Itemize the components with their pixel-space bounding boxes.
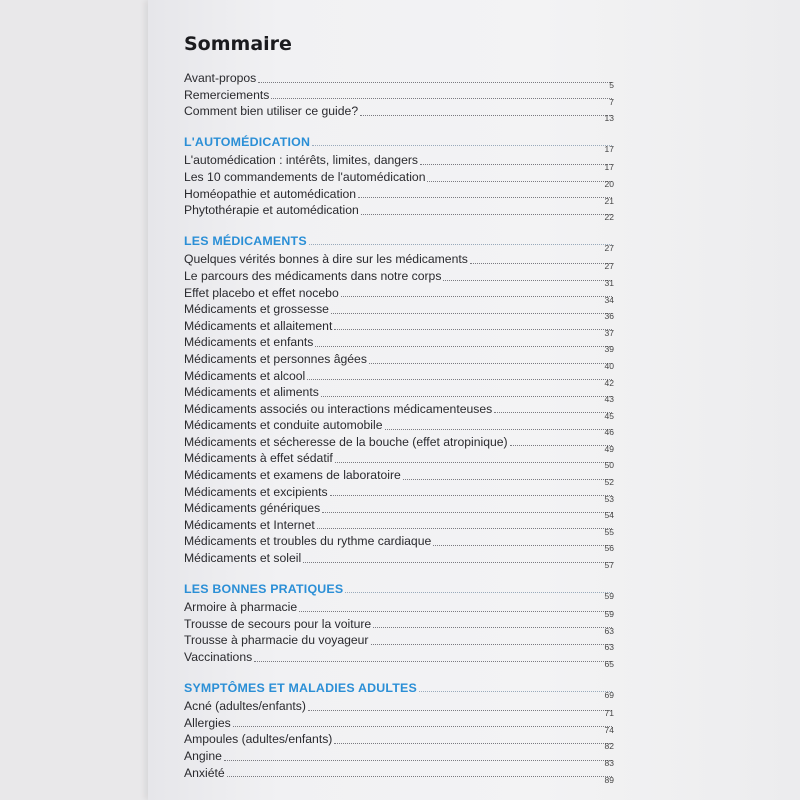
sections-list [184, 134, 614, 785]
toc-entry-label: Homéopathie et automédication [184, 186, 357, 201]
dot-leader [403, 479, 612, 480]
dot-leader [303, 562, 612, 563]
toc-entry [184, 70, 614, 90]
toc-entry [184, 484, 614, 504]
dot-leader [227, 776, 612, 777]
toc-entry [184, 268, 614, 288]
dot-leader [360, 115, 612, 116]
page-title: Sommaire [184, 33, 292, 55]
toc-entry [184, 450, 614, 471]
page-number: 21 [604, 195, 614, 206]
page-number: 22 [604, 212, 614, 223]
toc-entry-label: Médicaments associés ou interactions médicamenteuses [184, 401, 493, 416]
section-heading [184, 134, 614, 154]
page-number: 49 [604, 443, 614, 454]
section-heading [184, 680, 614, 700]
toc-entry-label: Médicaments et sécheresse de la bouche (effet atropinique) [184, 434, 508, 449]
dot-leader [369, 363, 612, 364]
toc-entry-label: Médicaments et soleil [184, 551, 302, 566]
toc-entry-label: L'automédication : intérêts, limites, dangers [184, 153, 419, 168]
page-number: 54 [604, 510, 614, 521]
dot-leader [510, 445, 612, 446]
toc-entry-label: Anxiété [184, 765, 225, 780]
toc-entry [184, 765, 614, 785]
dot-leader [420, 164, 612, 165]
page-number: 71 [604, 708, 614, 719]
page-number: 59 [604, 609, 614, 620]
dot-leader [345, 592, 612, 593]
toc-entry [184, 500, 614, 521]
toc-entry-label: Remerciements [184, 87, 270, 102]
dot-leader [254, 661, 612, 662]
toc-entry-label: Le parcours des médicaments dans notre corps [184, 268, 442, 283]
page-number: 20 [604, 178, 614, 189]
dot-leader [330, 495, 612, 496]
dot-leader [341, 296, 612, 297]
page-number: 39 [604, 344, 614, 355]
toc-entry-label: Médicaments à effet sédatif [184, 451, 333, 466]
page-number: 59 [604, 590, 614, 601]
dot-leader [299, 611, 612, 612]
dot-leader [371, 644, 613, 645]
page-number: 82 [604, 741, 614, 752]
dot-leader [427, 181, 612, 182]
section-heading [184, 581, 614, 601]
toc-entry [184, 152, 614, 173]
toc-entry [184, 616, 614, 636]
toc-entry-label: Médicaments et conduite automobile [184, 418, 383, 433]
toc-entry [184, 550, 614, 571]
page-number: 36 [604, 311, 614, 322]
toc-entry-label: Armoire à pharmacie [184, 600, 298, 615]
section-heading [184, 233, 614, 253]
toc-section [184, 680, 614, 785]
toc-section [184, 134, 614, 223]
toc-entry-label: Trousse à pharmacie du voyageur [184, 633, 369, 648]
toc-entry [184, 401, 614, 421]
toc-entry [184, 186, 614, 206]
toc-entry [184, 731, 614, 752]
toc-entry [184, 87, 614, 107]
dot-leader [385, 429, 613, 430]
dot-leader [335, 462, 612, 463]
toc-entry-label: Médicaments et alcool [184, 368, 306, 383]
section-heading-label: SYMPTÔMES ET MALADIES ADULTES [184, 680, 417, 695]
toc-entry-label: Vaccinations [184, 650, 253, 664]
page-number: 63 [604, 642, 614, 653]
page-number: 56 [604, 543, 614, 554]
dot-leader [419, 691, 612, 692]
page-number: 7 [609, 96, 614, 107]
toc-section [184, 233, 614, 571]
dot-leader [309, 244, 612, 245]
page-number: 63 [604, 625, 614, 636]
page-number: 53 [604, 493, 614, 504]
page-number: 27 [604, 261, 614, 272]
toc-entry-label: Phytothérapie et automédication [184, 203, 359, 218]
toc-entry [184, 748, 614, 768]
dot-leader [315, 346, 612, 347]
toc-entry-label: Médicaments et allaitement [184, 318, 333, 333]
page-number: 89 [604, 774, 614, 785]
dot-leader [322, 512, 612, 513]
toc-entry [184, 434, 614, 454]
page-number: 57 [604, 560, 614, 571]
page-number: 34 [604, 294, 614, 305]
toc-entry [184, 351, 614, 371]
section-heading-label: L'AUTOMÉDICATION [184, 134, 311, 149]
toc-entry-label: Allergies [184, 715, 231, 730]
toc-entry-label: Médicaments et examens de laboratoire [184, 468, 401, 483]
toc-entry [184, 301, 614, 322]
section-heading-label: LES BONNES PRATIQUES [184, 581, 344, 596]
dot-leader [233, 726, 612, 727]
page-number: 17 [604, 162, 614, 173]
dot-leader [317, 528, 612, 529]
toc-entry [184, 318, 614, 338]
table-of-contents [184, 32, 614, 785]
page-number: 69 [604, 689, 614, 700]
page-number: 65 [604, 659, 614, 669]
dot-leader [358, 197, 612, 198]
page-number: 55 [604, 526, 614, 537]
page-number: 40 [604, 360, 614, 371]
toc-entry [184, 715, 614, 735]
toc-entry-label: Médicaments et excipients [184, 484, 328, 499]
page-number: 27 [604, 242, 614, 253]
toc-entry-label: Acné (adultes/enfants) [184, 699, 306, 714]
dot-leader [443, 280, 612, 281]
dot-leader [334, 329, 612, 330]
page-number: 13 [604, 113, 614, 124]
page-number: 37 [604, 327, 614, 338]
toc-section [184, 581, 614, 669]
dot-leader [258, 82, 612, 83]
toc-entry [184, 169, 614, 189]
page-number: 17 [604, 143, 614, 154]
toc-entry [184, 698, 614, 719]
toc-entry [184, 285, 614, 305]
page-number: 31 [604, 277, 614, 288]
toc-entry [184, 533, 614, 554]
toc-entry [184, 251, 614, 272]
dot-leader [271, 98, 612, 99]
page-number: 45 [604, 410, 614, 421]
toc-entry [184, 517, 614, 537]
toc-entry-label: Médicaments génériques [184, 501, 321, 516]
toc-entry [184, 384, 614, 405]
toc-entry [184, 599, 614, 620]
toc-entry [184, 649, 614, 669]
dot-leader [331, 313, 612, 314]
intro-list [184, 70, 614, 124]
toc-entry [184, 103, 614, 124]
toc-entry [184, 632, 614, 653]
dot-leader [373, 627, 612, 628]
page-number: 5 [609, 80, 614, 90]
toc-entry-label: Les 10 commandements de l'automédication [184, 169, 426, 184]
page-number: 46 [604, 427, 614, 438]
page-number: 50 [604, 460, 614, 471]
toc-entry-label: Avant-propos [184, 71, 257, 85]
dot-leader [307, 379, 612, 380]
toc-entry-label: Effet placebo et effet nocebo [184, 285, 339, 300]
dot-leader [433, 545, 612, 546]
page-number: 43 [604, 394, 614, 405]
toc-entry [184, 368, 614, 388]
toc-entry [184, 334, 614, 355]
dot-leader [470, 263, 612, 264]
dot-leader [224, 760, 612, 761]
toc-entry [184, 202, 614, 223]
toc-entry-label: Médicaments et enfants [184, 335, 314, 350]
toc-entry-label: Médicaments et personnes âgées [184, 351, 367, 366]
toc-entry-label: Médicaments et grossesse [184, 302, 329, 317]
toc-entry-label: Trousse de secours pour la voiture [184, 616, 372, 631]
dot-leader [334, 743, 612, 744]
toc-entry-label: Médicaments et aliments [184, 385, 319, 400]
dot-leader [308, 710, 612, 711]
toc-entry [184, 467, 614, 488]
toc-entry-label: Comment bien utiliser ce guide? [184, 104, 359, 119]
page-number: 52 [604, 477, 614, 488]
page-number: 42 [604, 377, 614, 388]
toc-entry-label: Angine [184, 748, 222, 763]
dot-leader [312, 145, 612, 146]
page-number: 83 [604, 757, 614, 768]
section-heading-label: LES MÉDICAMENTS [184, 233, 307, 248]
toc-entry-label: Médicaments et Internet [184, 517, 315, 532]
dot-leader [494, 412, 612, 413]
dot-leader [361, 214, 612, 215]
page-number: 74 [604, 724, 614, 735]
toc-entry-label: Quelques vérités bonnes à dire sur les médicaments [184, 252, 468, 267]
toc-entry-label: Ampoules (adultes/enfants) [184, 732, 333, 747]
dot-leader [321, 396, 612, 397]
toc-entry [184, 417, 614, 438]
toc-entry-label: Médicaments et troubles du rythme cardiaque [184, 534, 432, 549]
